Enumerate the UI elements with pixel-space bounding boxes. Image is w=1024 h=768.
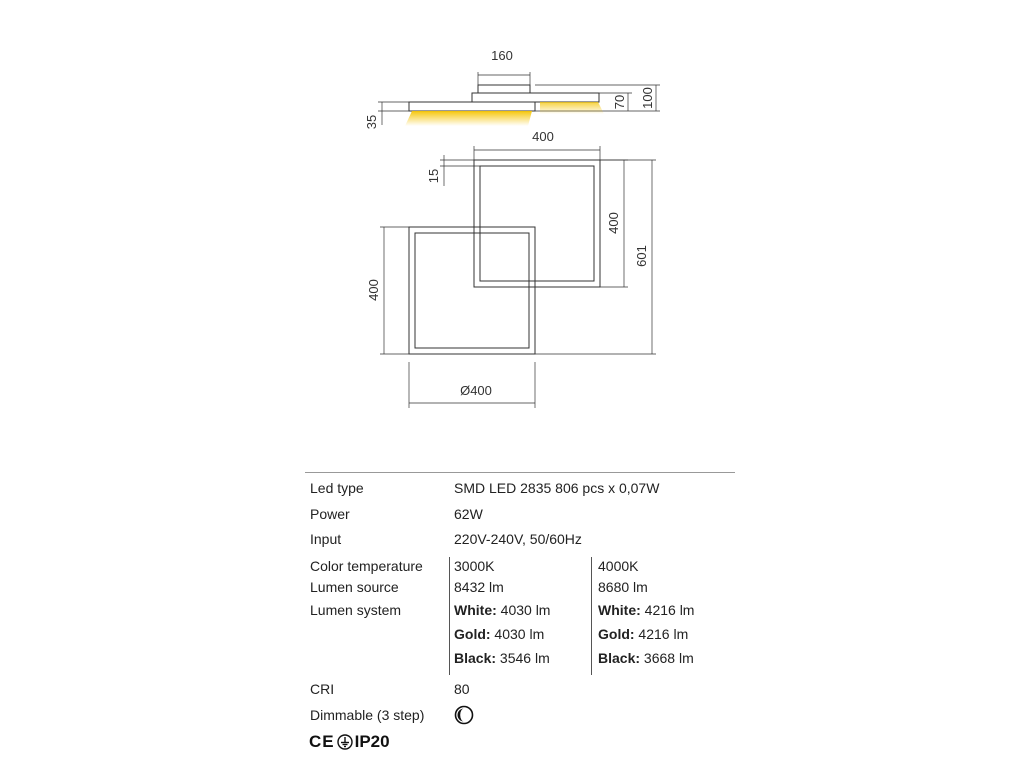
dim-total-height: 601 — [634, 245, 649, 267]
dim-led-height: 35 — [364, 114, 379, 130]
lumen-system-4000-white: White: 4216 lm — [598, 602, 695, 618]
dim-height-100: 100 — [640, 87, 655, 109]
column-separator-2 — [591, 557, 592, 675]
dimmable-label: Dimmable (3 step) — [310, 707, 425, 723]
input-label: Input — [310, 531, 342, 547]
led-type-label: Led type — [310, 480, 364, 496]
color-temperature-4000: 4000K — [598, 558, 639, 574]
led-glow-left — [405, 111, 532, 126]
led-glow-right — [540, 102, 604, 114]
spec-divider — [305, 472, 735, 473]
lumen-source-3000: 8432 lm — [454, 579, 504, 595]
column-separator-1 — [449, 557, 450, 675]
dimmer-icon — [454, 705, 474, 725]
color-temperature-3000: 3000K — [454, 558, 495, 574]
dim-top-width: 160 — [491, 48, 513, 63]
certifications — [309, 732, 390, 752]
cri-label: CRI — [310, 681, 335, 697]
dim-total-width: 400 — [532, 129, 554, 144]
dim-square-height-right: 400 — [606, 212, 621, 234]
lumen-system-label: Lumen system — [310, 602, 402, 618]
lumen-system-4000-gold: Gold: 4216 lm — [598, 626, 689, 642]
dim-frame-width: 15 — [426, 168, 441, 184]
power-value: 62W — [454, 506, 483, 522]
color-temperature-label: Color temperature — [310, 558, 423, 574]
lumen-system-3000-black: Black: 3546 lm — [454, 650, 550, 666]
dim-square-height-left: 400 — [366, 279, 381, 301]
lumen-system-3000-gold: Gold: 4030 lm — [454, 626, 545, 642]
lumen-system-4000-black: Black: 3668 lm — [598, 650, 694, 666]
dim-diameter: Ø400 — [460, 383, 492, 398]
dim-height-70: 70 — [612, 94, 627, 110]
cri-value: 80 — [454, 681, 470, 697]
earth-ground-icon — [337, 734, 353, 750]
lumen-source-4000: 8680 lm — [598, 579, 648, 595]
ce-mark: CE — [309, 732, 335, 751]
ip-rating: IP20 — [354, 732, 390, 751]
led-type-value: SMD LED 2835 806 pcs x 0,07W — [454, 480, 660, 496]
lumen-system-3000-white: White: 4030 lm — [454, 602, 551, 618]
plan-view — [380, 146, 656, 408]
input-value: 220V-240V, 50/60Hz — [454, 531, 582, 547]
lumen-source-label: Lumen source — [310, 579, 399, 595]
power-label: Power — [310, 506, 350, 522]
